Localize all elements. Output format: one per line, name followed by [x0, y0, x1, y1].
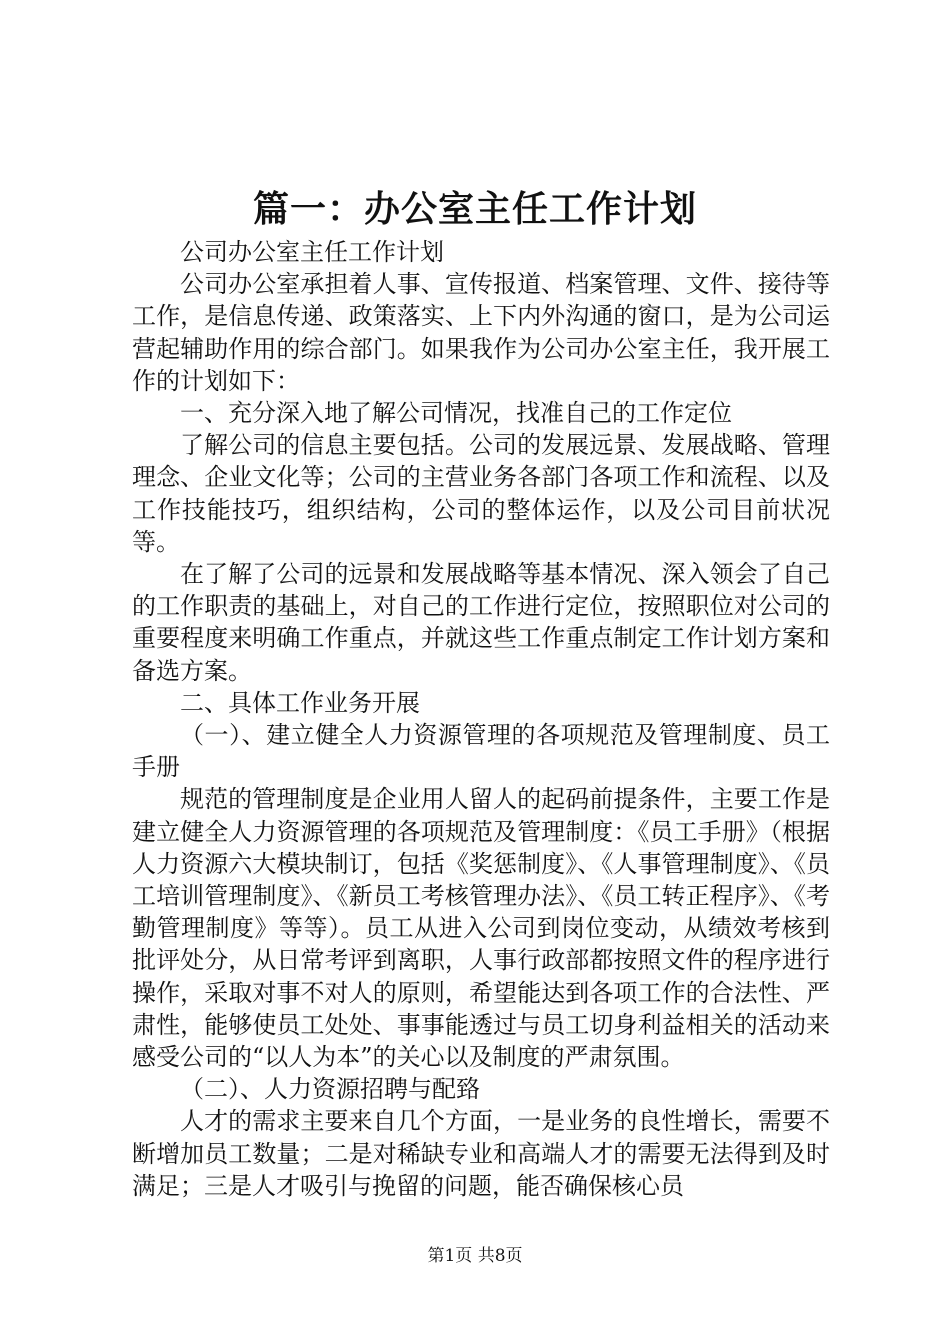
paragraph: 公司办公室主任工作计划 — [180, 238, 444, 266]
paragraph: 规范的管理制度是企业用人留人的起码前提条件，主要工作是建立健全人力资源管理的各项规范及管理制度：《员工手册》（根据人力资源六大模块制订，包括《奖惩制度》、《人事管理制度》、《员工培训管理制度》、《新员工考核管理办法》、《员工转正程序》、《考勤管理制度》等等）。员工从进入公司到岗位变动，从绩效考核到批评处分，从日常考评到离职，人事行政部都按照文件的程序进行操作，采取对事不对人的原则，希望能达到各项工作的合法性、严肃性，能够使员工处处、事事能透过与员工切身利益相关的活动来感受公司的“以人为本”的关心以及制度的严肃氛围。 — [132, 785, 830, 1072]
paragraph: 在了解了公司的远景和发展战略等基本情况、深入领会了自己的工作职责的基础上，对自己的工作进行定位，按照职位对公司的重要程度来明确工作重点，并就这些工作重点制定工作计划方案和备选方案。 — [132, 560, 830, 685]
section-heading: 二、具体工作业务开展 — [180, 688, 420, 717]
section-heading: 一、充分深入地了解公司情况，找准自己的工作定位 — [180, 399, 732, 428]
subsection-heading: （二）、人力资源招聘与配臵 — [180, 1075, 480, 1104]
document-body — [132, 236, 830, 1202]
page-footer: 第1页 共8页 — [427, 1246, 523, 1266]
paragraph: 公司办公室承担着人事、宣传报道、档案管理、文件、接待等工作，是信息传递、政策落实、上下内外沟通的窗口，是为公司运营起辅助作用的综合部门。如果我作为公司办公室主任，我开展工作的计划如下： — [132, 270, 830, 395]
subsection-heading: （一）、建立健全人力资源管理的各项规范及管理制度、员工手册 — [132, 721, 830, 782]
paragraph: 人才的需求主要来自几个方面，一是业务的良性增长，需要不断增加员工数量；二是对稀缺专业和高端人才的需要无法得到及时满足；三是人才吸引与挽留的问题，能否确保核心员 — [132, 1107, 830, 1200]
document-title: 篇一：办公室主任工作计划 — [252, 188, 697, 230]
paragraph: 了解公司的信息主要包括。公司的发展远景、发展战略、管理理念、企业文化等；公司的主营业务各部门各项工作和流程、以及工作技能技巧，组织结构，公司的整体运作，以及公司目前状况等。 — [132, 431, 830, 556]
